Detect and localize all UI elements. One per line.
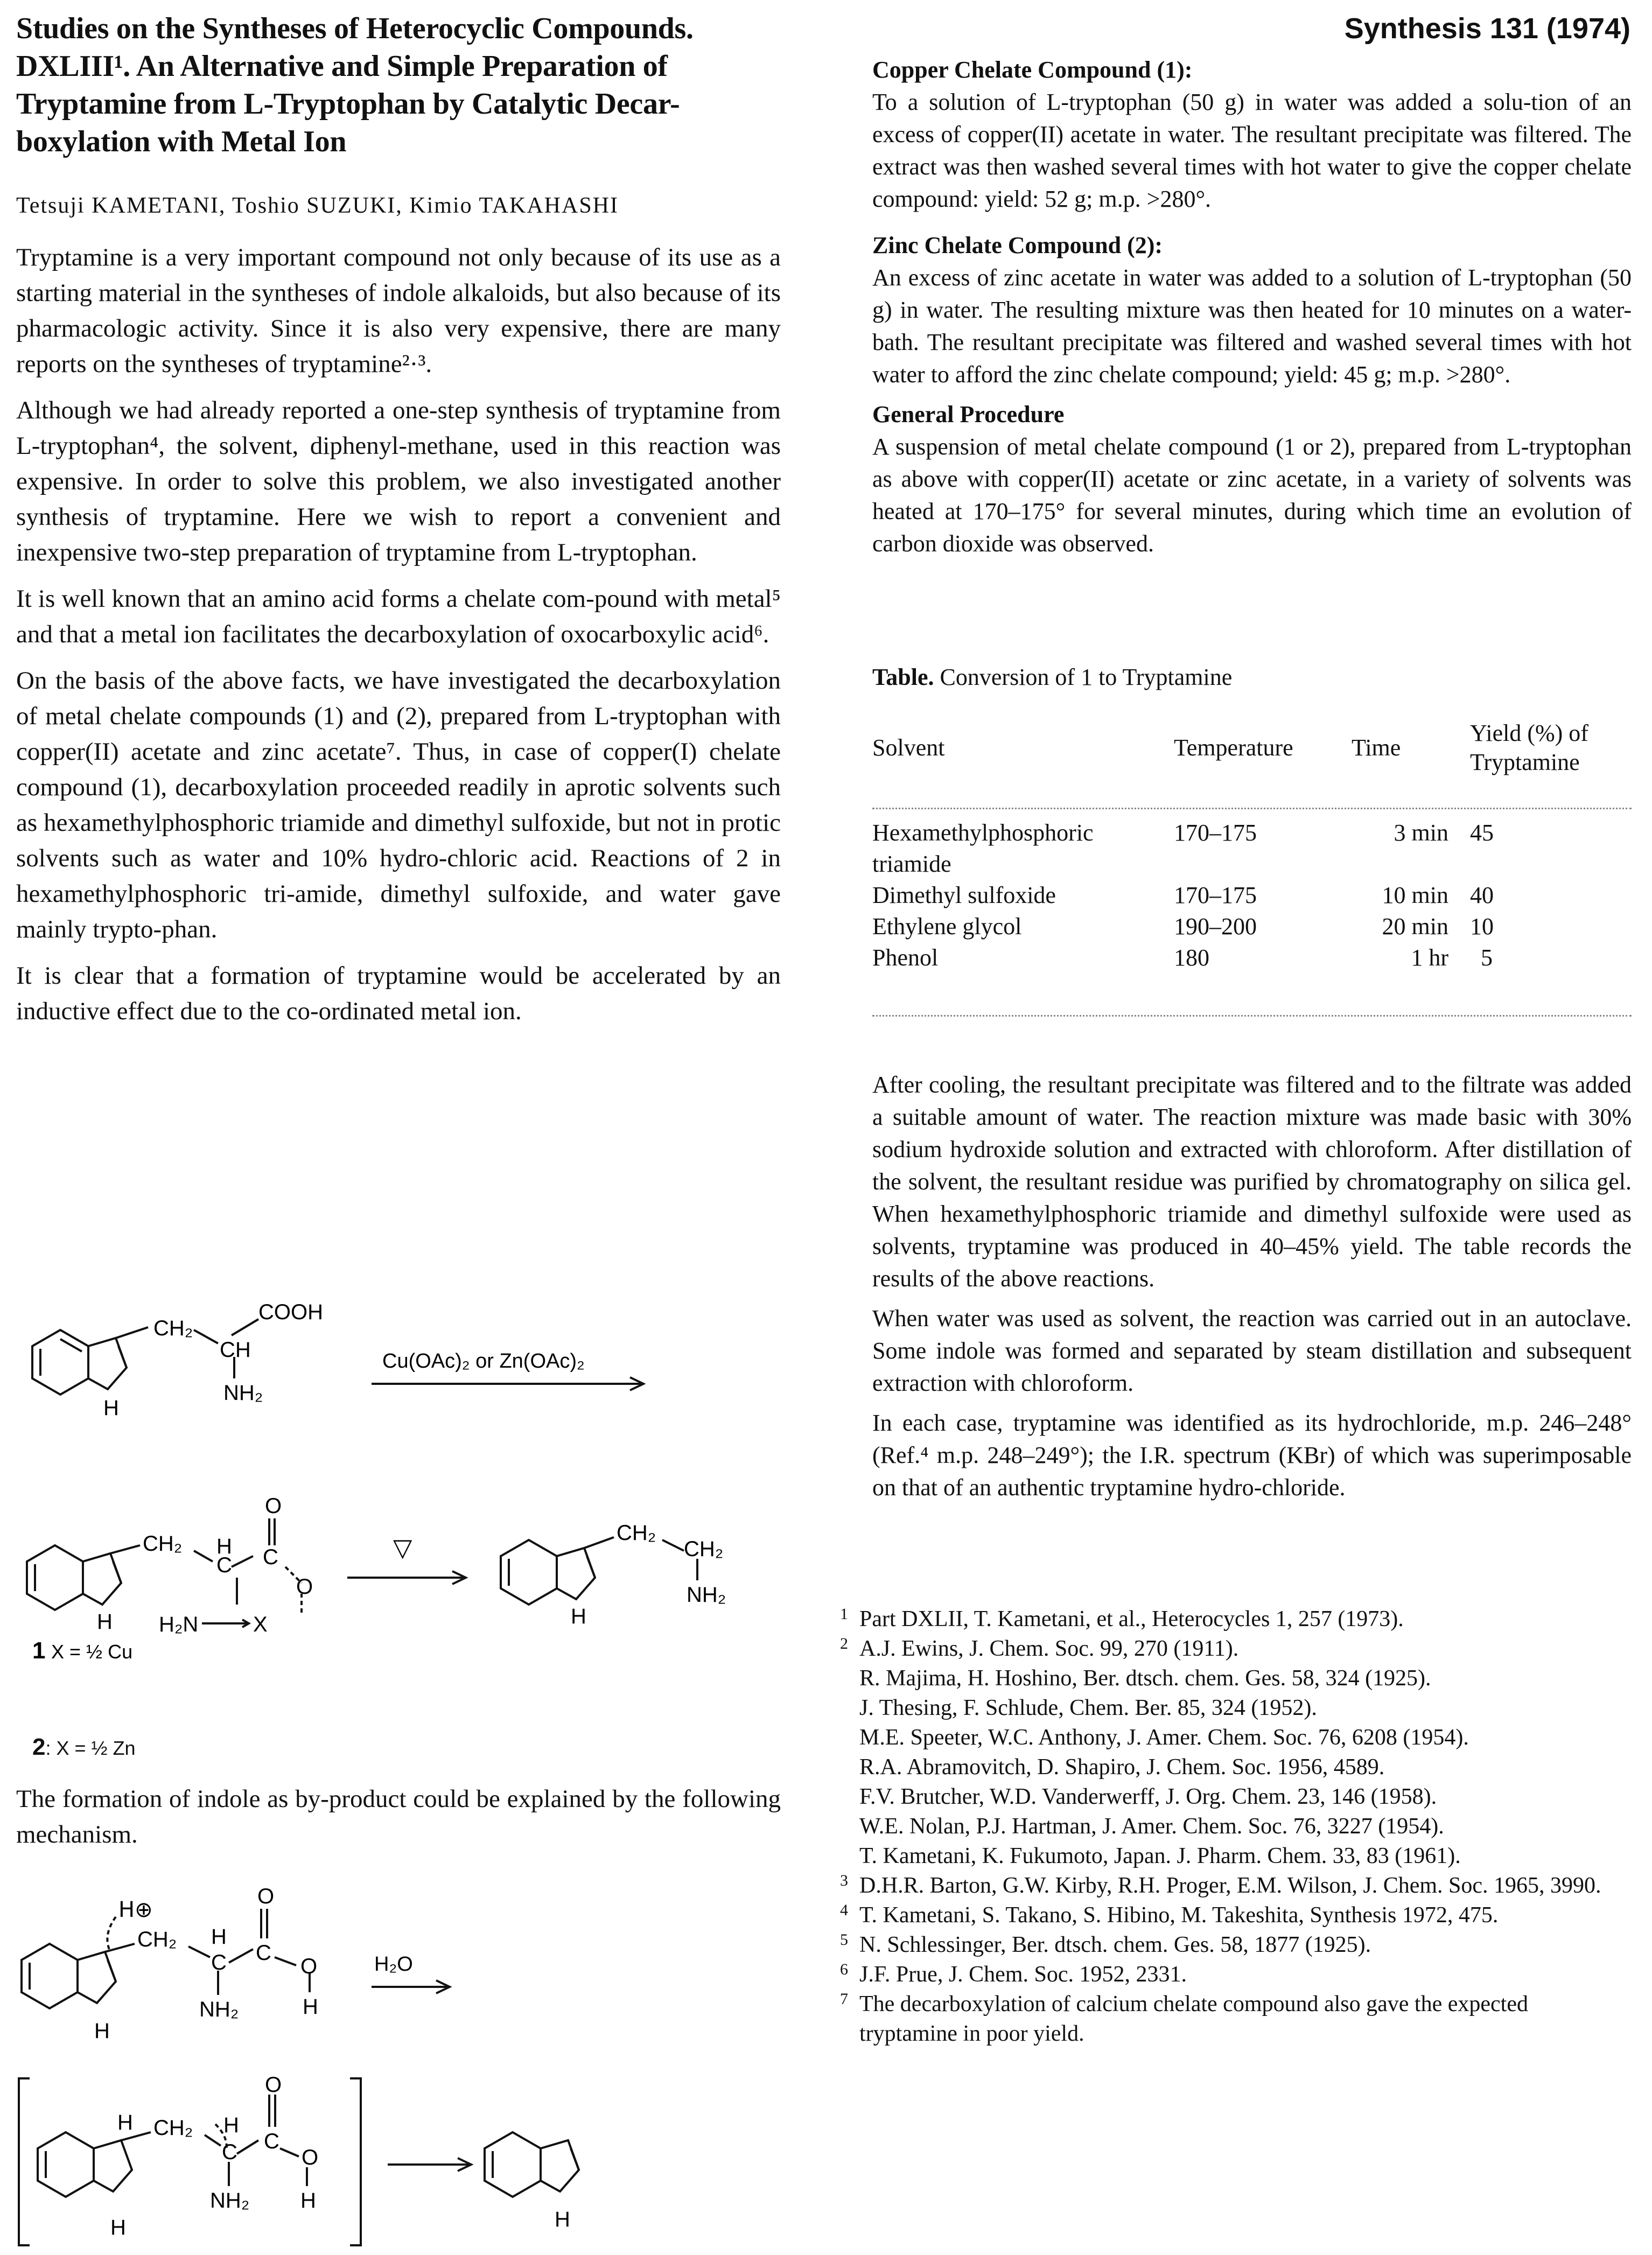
table-title [872, 663, 1232, 691]
paragraph: After cooling, the resultant precipitate was filtered and to the filtrate was added a suitable amount of water. The reaction mixture was made basic with 30% sodium hydroxide solution and extracted with chloroform. After distillation of the solvent, the resultant residue was purified by chromatography on silica gel. When hexamethylphosphoric triamide and dimethyl sulfoxide were used as solvents, tryptamine was produced in 40–45% yield. The table records the results of the above reactions. [872, 1072, 1632, 1292]
paragraph: When water was used as solvent, the reaction was carried out in an autoclave. Some indole was formed and separated by steam distillation and subsequent extraction with chloroform. [872, 1305, 1632, 1396]
table-cell: 40 [1470, 882, 1494, 908]
c-label: C [216, 1553, 232, 1577]
column-header: Temperature [1174, 734, 1293, 761]
paragraph: The formation of indole as by-product could be explained by the following mechanism. [16, 1785, 781, 1848]
table-cell: 45 [1470, 820, 1494, 846]
reference-number: 5 [840, 1931, 848, 1949]
compound-2-label: X = ½ Zn [56, 1737, 136, 1759]
ch2-label: CH₂ [684, 1537, 724, 1561]
reference-number: 6 [840, 1960, 848, 1978]
table-cell: Hexamethylphosphoric triamide [872, 820, 1094, 877]
reference-text: T. Kametani, K. Fukumoto, Japan. J. Pharm. Chem. 33, 83 (1961). [859, 1844, 1461, 1868]
scheme-mechanism [16, 1885, 781, 2057]
paragraph: In each case, tryptamine was identified as its hydrochloride, m.p. 246–248° (Ref.⁴ m.p. 248–249°); the I.R. spectrum (KBr) of which was superimposable on that of an authentic tryptamine hydro-chloride. [872, 1410, 1632, 1501]
table-cell: 170–175 [1174, 820, 1257, 846]
reference-item [840, 1960, 1632, 1990]
pyrrole-ring [88, 1338, 127, 1389]
reference-text: N. Schlessinger, Ber. dtsch. chem. Ges. 58, 1877 (1925). [859, 1932, 1371, 1957]
table-cell: 1 hr [1411, 944, 1448, 971]
copper-heading: Copper Chelate Compound (1): [872, 57, 1193, 83]
reference-item [840, 1693, 1632, 1723]
scheme-tryptophan [16, 1292, 781, 1432]
workup-section [872, 1069, 1632, 1511]
paragraph: Although we had already reported a one-step synthesis of tryptamine from L-tryptophan⁴, the solvent, diphenyl-methane, used in this reaction was expensive. In order to solve this problem, we also investigated another synthesis of tryptamine. Here we wish to report a convenient and inexpensive two-step preparation of tryptamine from L-tryptophan. [16, 396, 781, 566]
nh2-label: NH₂ [687, 1583, 726, 1607]
reference-number: 4 [840, 1901, 848, 1919]
table-row [872, 799, 1632, 880]
reference-text: J. Thesing, F. Schlude, Chem. Ber. 85, 324 (1952). [859, 1696, 1317, 1720]
o-label: O [300, 1955, 318, 1978]
title-line: DXLIII¹. An Alternative and Simple Preparation of [16, 50, 668, 83]
o-label: O [296, 1575, 313, 1599]
nh-h: H [94, 2019, 110, 2043]
general-heading: General Procedure [872, 401, 1065, 428]
table-bottom-rule [872, 1015, 1632, 1017]
zinc-heading: Zinc Chelate Compound (2): [872, 232, 1163, 258]
water-label: H₂O [374, 1953, 413, 1976]
reference-item [840, 1664, 1632, 1693]
title-line: boxylation with Metal Ion [16, 125, 347, 158]
reference-number: 3 [840, 1872, 848, 1889]
table-cell: Ethylene glycol [872, 913, 1022, 940]
table-cell: 180 [1174, 944, 1209, 971]
table-row [872, 911, 1632, 942]
heat-symbol: ▽ [393, 1533, 412, 1562]
ch-label: CH [220, 1338, 251, 1362]
reference-item [840, 1930, 1632, 1960]
reference-item [840, 1990, 1632, 2049]
ch2-label: CH₂ [617, 1521, 656, 1545]
reference-text: Part DXLII, T. Kametani, et al., Heterocycles 1, 257 (1973). [859, 1607, 1404, 1631]
ch2-label: CH₂ [153, 2116, 193, 2140]
table-cell: Phenol [872, 944, 939, 971]
nh-h: H [571, 1605, 586, 1628]
zinc-text: An excess of zinc acetate in water was added to a solution of L-tryptophan (50 g) in water. The resulting mixture was then heated for 10 minutes on a water-bath. The resultant precipitate was filtered and washed several times with hot water to afford the zinc chelate compound; yield: 45 g; m.p. >280°. [872, 264, 1632, 388]
o-label: O [265, 1497, 282, 1518]
table-cell: 3 min [1394, 820, 1448, 846]
reference-item [840, 1782, 1632, 1812]
cooh-label: COOH [258, 1300, 323, 1324]
results-table [872, 719, 1632, 974]
reference-item [840, 1871, 1632, 1901]
experimental-section [872, 54, 1632, 568]
reference-item [840, 1634, 1632, 1664]
c-label: C [211, 1951, 227, 1974]
nh2-label: NH₂ [199, 1998, 239, 2021]
c-label: C [222, 2140, 237, 2164]
compound-2-caption: 2: X = ½ Zn [32, 1734, 136, 1760]
table-header-row [872, 719, 1632, 799]
compound-2-number: 2 [32, 1734, 46, 1760]
table-header-rule [872, 808, 1632, 809]
reference-text: W.E. Nolan, P.J. Hartman, J. Amer. Chem. Soc. 76, 3227 (1954). [859, 1814, 1444, 1839]
reference-item [840, 1753, 1632, 1782]
table-row [872, 942, 1632, 974]
reference-item [840, 1605, 1632, 1634]
table-title-label: Table. [872, 664, 934, 690]
h-label: H [216, 1535, 232, 1558]
reagent-label: Cu(OAc)₂ or Zn(OAc)₂ [382, 1350, 585, 1372]
column-header: Time [1352, 734, 1401, 761]
reference-item [840, 1812, 1632, 1841]
author-list: Tetsuji KAMETANI, Toshio SUZUKI, Kimio TAKAHASHI [16, 193, 619, 218]
title-line: Studies on the Syntheses of Heterocyclic Compounds. [16, 12, 694, 45]
compound-1-label: X = ½ Cu [51, 1641, 133, 1663]
nh-h: H [110, 2216, 126, 2239]
reference-item [840, 1901, 1632, 1930]
reference-text: R.A. Abramovitch, D. Shapiro, J. Chem. Soc. 1956, 4589. [859, 1755, 1385, 1780]
o-label: O [302, 2146, 319, 2169]
reference-text: M.E. Speeter, W.C. Anthony, J. Amer. Chem. Soc. 76, 6208 (1954). [859, 1725, 1469, 1750]
paragraph: On the basis of the above facts, we have investigated the decarboxylation of metal chelate compounds (1) and (2), prepared from L-tryptophan with copper(II) acetate and zinc acetate⁷. Thus, in case of copper(I) chelate compound (1), decarboxylation proceeded readily in aprotic solvents such as hexamethylphosphoric triamide and dimethyl sulfoxide, but not in protic solvents such as water and 10% hydro-chloric acid. Reactions of 2 in hexamethylphosphoric tri-amide, dimethyl sulfoxide, and water gave mainly trypto-phan. [16, 667, 781, 943]
compound-1-number: 1 [32, 1637, 46, 1664]
intro-text [16, 240, 781, 1040]
reference-number: 7 [840, 1990, 848, 2008]
reference-number: 1 [840, 1605, 848, 1623]
ch2-label: CH₂ [137, 1928, 177, 1951]
reference-text: A.J. Ewins, J. Chem. Soc. 99, 270 (1911). [859, 1636, 1239, 1661]
table-title-text: Conversion of 1 to Tryptamine [934, 664, 1233, 690]
nh-h: H [555, 2208, 570, 2231]
reference-text: T. Kametani, S. Takano, S. Hibino, M. Takeshita, Synthesis 1972, 475. [859, 1903, 1499, 1928]
reference-number: 2 [840, 1635, 848, 1652]
h2n-label: H₂N [159, 1613, 199, 1636]
table-cell: 5 [1481, 944, 1493, 971]
reference-text: The decarboxylation of calcium chelate compound also gave the expected tryptamine in poor yield. [859, 1992, 1528, 2046]
title-line: Tryptamine from L-Tryptophan by Catalytic Decar- [16, 87, 680, 121]
x-label: X [253, 1613, 268, 1636]
c-label: C [256, 1941, 271, 1965]
table-cell: Dimethyl sulfoxide [872, 882, 1056, 908]
table-cell: 170–175 [1174, 882, 1257, 908]
table-cell: 10 [1470, 913, 1494, 940]
nh-h: H [97, 1610, 113, 1634]
table-cell: 20 min [1382, 913, 1448, 940]
o-label: O [257, 1885, 275, 1908]
article-title [16, 10, 781, 160]
column-header: Yield (%) of Tryptamine [1470, 720, 1588, 775]
c-label: C [264, 2130, 279, 2153]
o-label: O [265, 2073, 282, 2097]
general-text: A suspension of metal chelate compound (1 or 2), prepared from L-tryptophan as above with copper(II) acetate or zinc acetate, in a variety of solvents was heated at 170–175° for several minutes, during which time an evolution of carbon dioxide was observed. [872, 433, 1632, 557]
table-cell: 190–200 [1174, 913, 1257, 940]
nh2-label: NH₂ [210, 2189, 250, 2212]
column-header: Solvent [872, 734, 945, 761]
journal-citation: Synthesis 131 (1974) [1344, 12, 1630, 45]
paragraph: Tryptamine is a very important compound not only because of its use as a starting material in the syntheses of indole alkaloids, but also because of its pharmacologic activity. Since it is also very expensive, there are many reports on the syntheses of tryptamine²·³. [16, 243, 781, 378]
h-plus-label: H⊕ [118, 1897, 153, 1922]
paragraph: It is clear that a formation of tryptamine would be accelerated by an inductive effect due to the co-ordinated metal ion. [16, 962, 781, 1025]
paragraph: It is well known that an amino acid forms a chelate com-pound with metal⁵ and that a metal ion facilitates the decarboxylation of oxocarboxylic acid⁶. [16, 585, 781, 648]
h-label: H [303, 1995, 318, 2019]
ch2-label: CH₂ [143, 1532, 183, 1556]
reference-text: D.H.R. Barton, G.W. Kirby, R.H. Proger, E.M. Wilson, J. Chem. Soc. 1965, 3990. [859, 1873, 1601, 1898]
nh-h: H [103, 1396, 119, 1420]
h-label: H [117, 2111, 133, 2134]
h-label: H [223, 2113, 239, 2137]
c-label: C [263, 1545, 278, 1569]
reference-item [840, 1841, 1632, 1871]
table-cell: 10 min [1382, 882, 1448, 908]
reference-list [840, 1605, 1632, 2049]
h-label: H [300, 2189, 316, 2212]
reference-text: J.F. Prue, J. Chem. Soc. 1952, 2331. [859, 1962, 1187, 1987]
scheme-indole-formation [16, 2073, 781, 2251]
scheme-decarboxylation [16, 1497, 781, 1680]
h-label: H [211, 1925, 227, 1949]
table-row [872, 880, 1632, 911]
reference-text: R. Majima, H. Hoshino, Ber. dtsch. chem. Ges. 58, 324 (1925). [859, 1666, 1431, 1691]
nh2-label: NH₂ [223, 1381, 263, 1405]
reference-text: F.V. Brutcher, W.D. Vanderwerff, J. Org. Chem. 23, 146 (1958). [859, 1784, 1437, 1809]
mechanism-intro [16, 1781, 781, 1863]
copper-text: To a solution of L-tryptophan (50 g) in water was added a solu-tion of an excess of copper(II) acetate in water. The resultant precipitate was filtered. The extract was then washed several times with hot water to give the copper chelate compound: yield: 52 g; m.p. >280°. [872, 89, 1632, 212]
reference-item [840, 1723, 1632, 1753]
ch2-label: CH₂ [153, 1316, 193, 1340]
